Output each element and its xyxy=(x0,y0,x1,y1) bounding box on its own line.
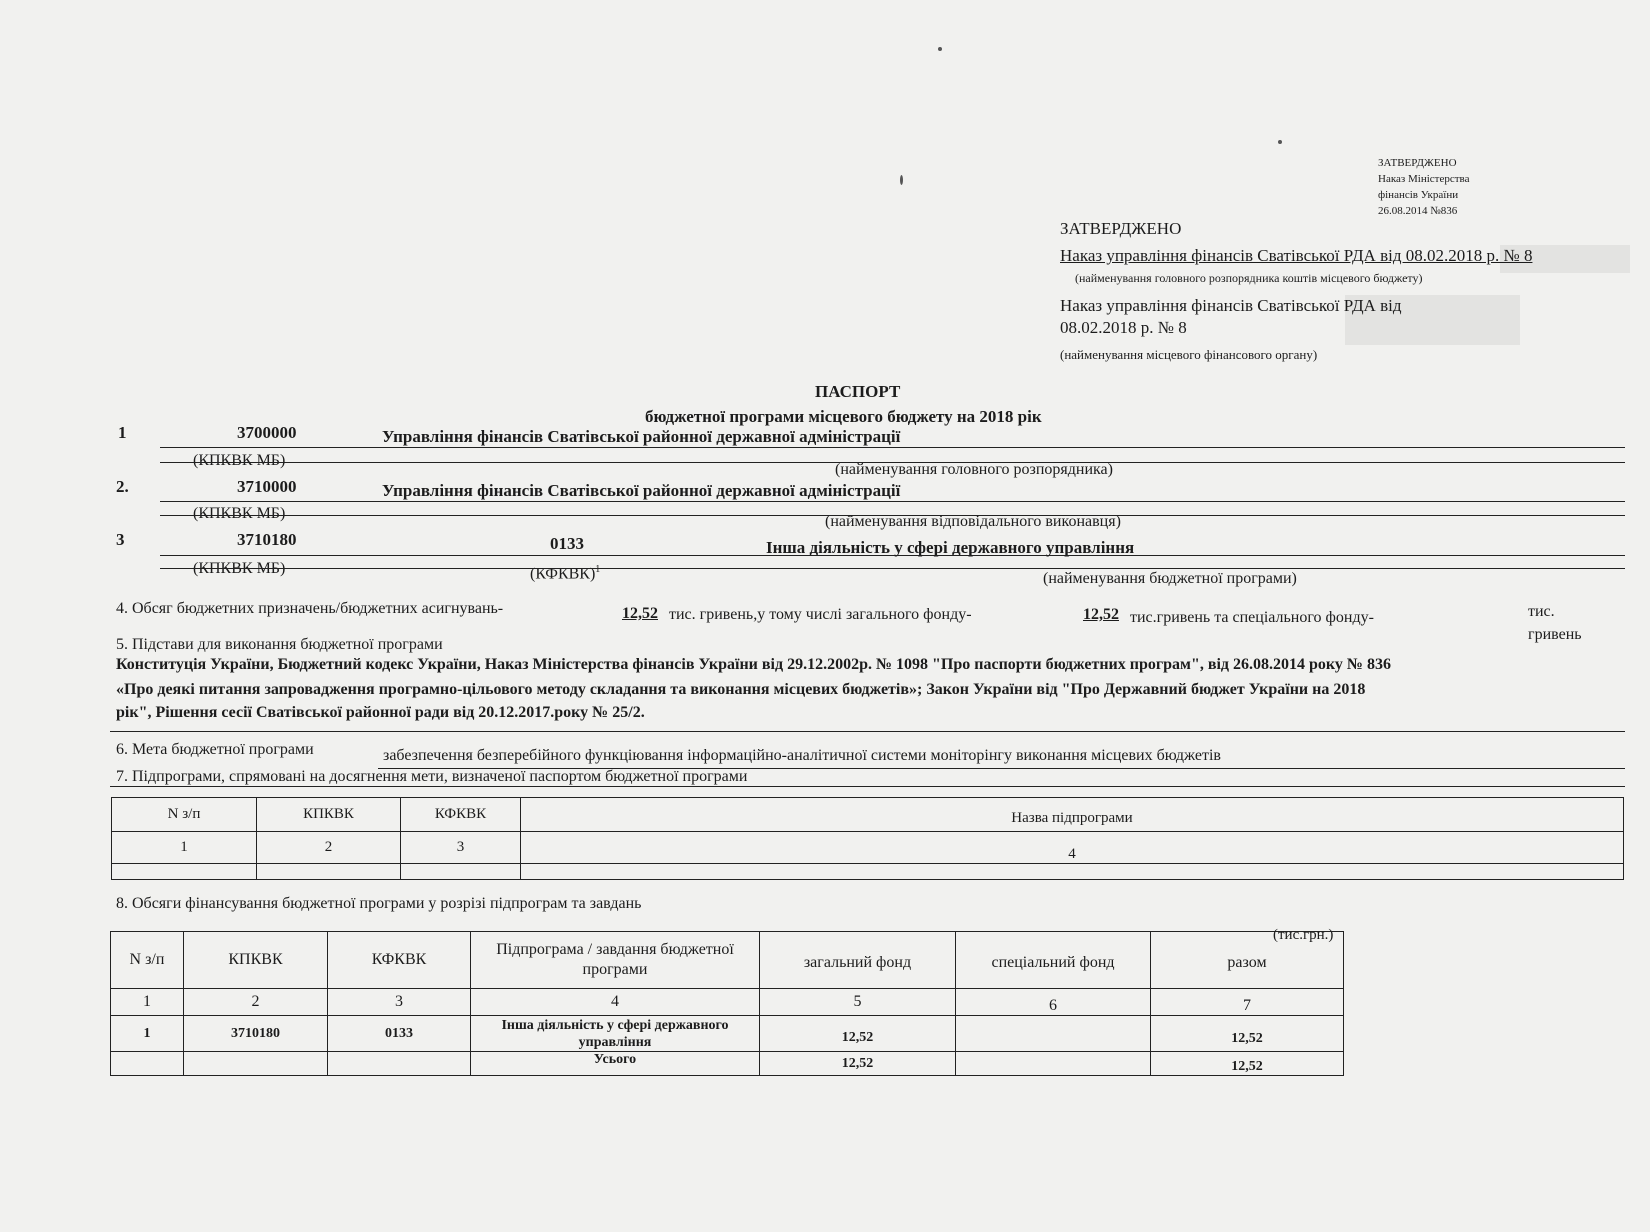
row2-underline xyxy=(160,501,1625,502)
approval-order-1: Наказ управління фінансів Сватівської РДА від 08.02.2018 р. № 8 xyxy=(1060,246,1533,265)
table-header-row xyxy=(112,798,1624,832)
row2-name-caption: (найменування відповідального виконавця) xyxy=(825,513,1121,530)
col-number: 4 xyxy=(471,989,760,1016)
row3-underline xyxy=(160,555,1625,556)
row1-total: 12,52 xyxy=(1151,1016,1344,1052)
item4-unit-line2: гривень xyxy=(1528,626,1582,643)
table-row xyxy=(111,1016,1344,1052)
row3-kfkvk-caption xyxy=(530,564,600,583)
col-header-subprogram-name: Назва підпрограми xyxy=(521,798,1624,832)
row3-kfkvk: 0133 xyxy=(550,534,584,553)
item8-unit: (тис.грн.) xyxy=(1273,927,1334,943)
col-number: 3 xyxy=(401,832,521,864)
table-row xyxy=(112,864,1624,880)
row2-number: 2. xyxy=(116,477,129,496)
item7-underline xyxy=(110,786,1625,787)
item4-unit-line1: тис. xyxy=(1528,603,1555,620)
col-number: 1 xyxy=(112,832,257,864)
row1-kpkvk: 3710180 xyxy=(184,1016,328,1052)
item7-label: 7. Підпрограми, спрямовані на досягнення мети, визначеної паспортом бюджетної програми xyxy=(116,768,748,785)
row3-code-caption: (КПКВК МБ) xyxy=(193,560,286,577)
col-header-special-fund: спеціальний фонд xyxy=(956,932,1151,989)
document-subtitle: бюджетної програми місцевого бюджету на 2018 рік xyxy=(645,407,1042,426)
row2-caption-line xyxy=(160,515,1625,516)
table-total-row xyxy=(111,1052,1344,1076)
scan-speck xyxy=(900,175,903,185)
approval-order-1-caption: (найменування головного розпорядника коштів місцевого бюджету) xyxy=(1075,271,1423,285)
row1-underline xyxy=(160,447,1625,448)
total-label: Усього xyxy=(471,1052,760,1076)
item4-amount: 12,52 xyxy=(622,605,658,622)
empty-cell xyxy=(401,864,521,880)
item5-basis-line1: Конституція України, Бюджетний кодекс України, Наказ Міністерства фінансів України від 29.12.2002р. № 1098 "Про паспорти бюджетних програм", від 26.08.2014 року № 836 xyxy=(116,656,1391,673)
col-header-num: N з/п xyxy=(112,798,257,832)
item6-label: 6. Мета бюджетної програми xyxy=(116,741,314,758)
approval-order-2-line1: Наказ управління фінансів Сватівської РДА від xyxy=(1060,296,1402,315)
approval-small-title: ЗАТВЕРДЖЕНО xyxy=(1378,157,1457,169)
item4-label: 4. Обсяг бюджетних призначень/бюджетних асигнувань- xyxy=(116,600,504,617)
scan-speck xyxy=(938,47,942,51)
document-title: ПАСПОРТ xyxy=(815,382,901,401)
row3-kfkvk-caption-text: (КФКВК) xyxy=(530,565,596,583)
row1-kfkvk: 0133 xyxy=(328,1016,471,1052)
row1-name: Управління фінансів Сватівської районної державної адміністрації xyxy=(382,427,901,446)
approval-order-2-line2: 08.02.2018 р. № 8 xyxy=(1060,318,1187,337)
col-number: 6 xyxy=(956,989,1151,1016)
col-number: 7 xyxy=(1151,989,1344,1016)
col-header-general-fund: загальний фонд xyxy=(760,932,956,989)
table-header-row xyxy=(111,932,1344,989)
row1-code: 3700000 xyxy=(237,423,297,442)
col-header-total: разом xyxy=(1151,932,1344,989)
item6-value: забезпечення безперебійного функціювання інформаційно-аналітичної системи моніторінгу виконання місцевих бюджетів xyxy=(383,747,1221,764)
approval-order-2-caption: (найменування місцевого фінансового органу) xyxy=(1060,347,1318,362)
subprograms-table xyxy=(111,797,1624,880)
row1-name-caption: (найменування головного розпорядника) xyxy=(835,461,1113,478)
col-header-kfkvk: КФКВК xyxy=(328,932,471,989)
row1-special xyxy=(956,1016,1151,1052)
col-header-kpkvk: КПКВК xyxy=(257,798,401,832)
item4-general-fund: 12,52 xyxy=(1083,606,1119,623)
table-row xyxy=(111,989,1344,1016)
empty-cell xyxy=(328,1052,471,1076)
col-header-kfkvk: КФКВК xyxy=(401,798,521,832)
row1-num: 1 xyxy=(111,1016,184,1052)
row3-number: 3 xyxy=(116,530,125,549)
col-number: 2 xyxy=(257,832,401,864)
approval-stamp-small xyxy=(1378,155,1469,219)
col-header-kpkvk: КПКВК xyxy=(184,932,328,989)
row3-name-caption: (найменування бюджетної програми) xyxy=(1043,570,1297,587)
item5-label: 5. Підстави для виконання бюджетної програми xyxy=(116,636,443,653)
row3-name: Інша діяльність у сфері державного управління xyxy=(766,538,1135,557)
item5-basis-line3: рік", Рішення сесії Сватівської районної ради від 20.12.2017.року № 25/2. xyxy=(116,704,645,721)
total-total: 12,52 xyxy=(1151,1052,1344,1076)
empty-cell xyxy=(184,1052,328,1076)
empty-cell xyxy=(111,1052,184,1076)
item5-basis-line2: «Про деякі питання запровадження програмно-цільового методу складання та виконання місцевих бюджетів»; Закон України від "Про Державний бюджет України на 2018 xyxy=(116,681,1366,698)
approval-small-line1: Наказ Міністерства xyxy=(1378,173,1470,185)
row1-caption-line xyxy=(160,462,1625,463)
financing-table xyxy=(110,931,1344,1076)
approval-small-line2: фінансів України xyxy=(1378,189,1459,201)
col-number: 1 xyxy=(111,989,184,1016)
empty-cell xyxy=(112,864,257,880)
scan-speck xyxy=(1278,140,1282,144)
row2-code-caption: (КПКВК МБ) xyxy=(193,505,286,522)
row3-caption-line xyxy=(160,568,1625,569)
row2-code: 3710000 xyxy=(237,477,297,496)
approval-title: ЗАТВЕРДЖЕНО xyxy=(1060,219,1182,238)
row2-name: Управління фінансів Сватівської районної державної адміністрації xyxy=(382,481,901,500)
total-special xyxy=(956,1052,1151,1076)
approval-small-line3: 26.08.2014 №836 xyxy=(1378,205,1458,217)
row3-kfkvk-footnote: 1 xyxy=(595,564,601,575)
col-header-num: N з/п xyxy=(111,932,184,989)
col-number: 2 xyxy=(184,989,328,1016)
row1-general: 12,52 xyxy=(760,1016,956,1052)
row1-number: 1 xyxy=(118,423,127,442)
item4-text2: тис. гривень,у тому числі загального фонду- xyxy=(669,606,972,623)
col-header-subprogram: Підпрограма / завдання бюджетної програми xyxy=(471,932,760,989)
table-row xyxy=(112,832,1624,864)
empty-cell xyxy=(257,864,401,880)
col-number: 5 xyxy=(760,989,956,1016)
col-number: 4 xyxy=(521,832,1624,864)
row3-code: 3710180 xyxy=(237,530,297,549)
row1-name: Інша діяльність у сфері державного управління xyxy=(471,1016,760,1052)
col-number: 3 xyxy=(328,989,471,1016)
row1-code-caption: (КПКВК МБ) xyxy=(193,452,286,469)
total-general: 12,52 xyxy=(760,1052,956,1076)
item4-text3: тис.гривень та спеціального фонду- xyxy=(1130,609,1374,626)
empty-cell xyxy=(521,864,1624,880)
item8-label: 8. Обсяги фінансування бюджетної програми у розрізі підпрограм та завдань xyxy=(116,895,642,912)
item5-underline xyxy=(110,731,1625,732)
